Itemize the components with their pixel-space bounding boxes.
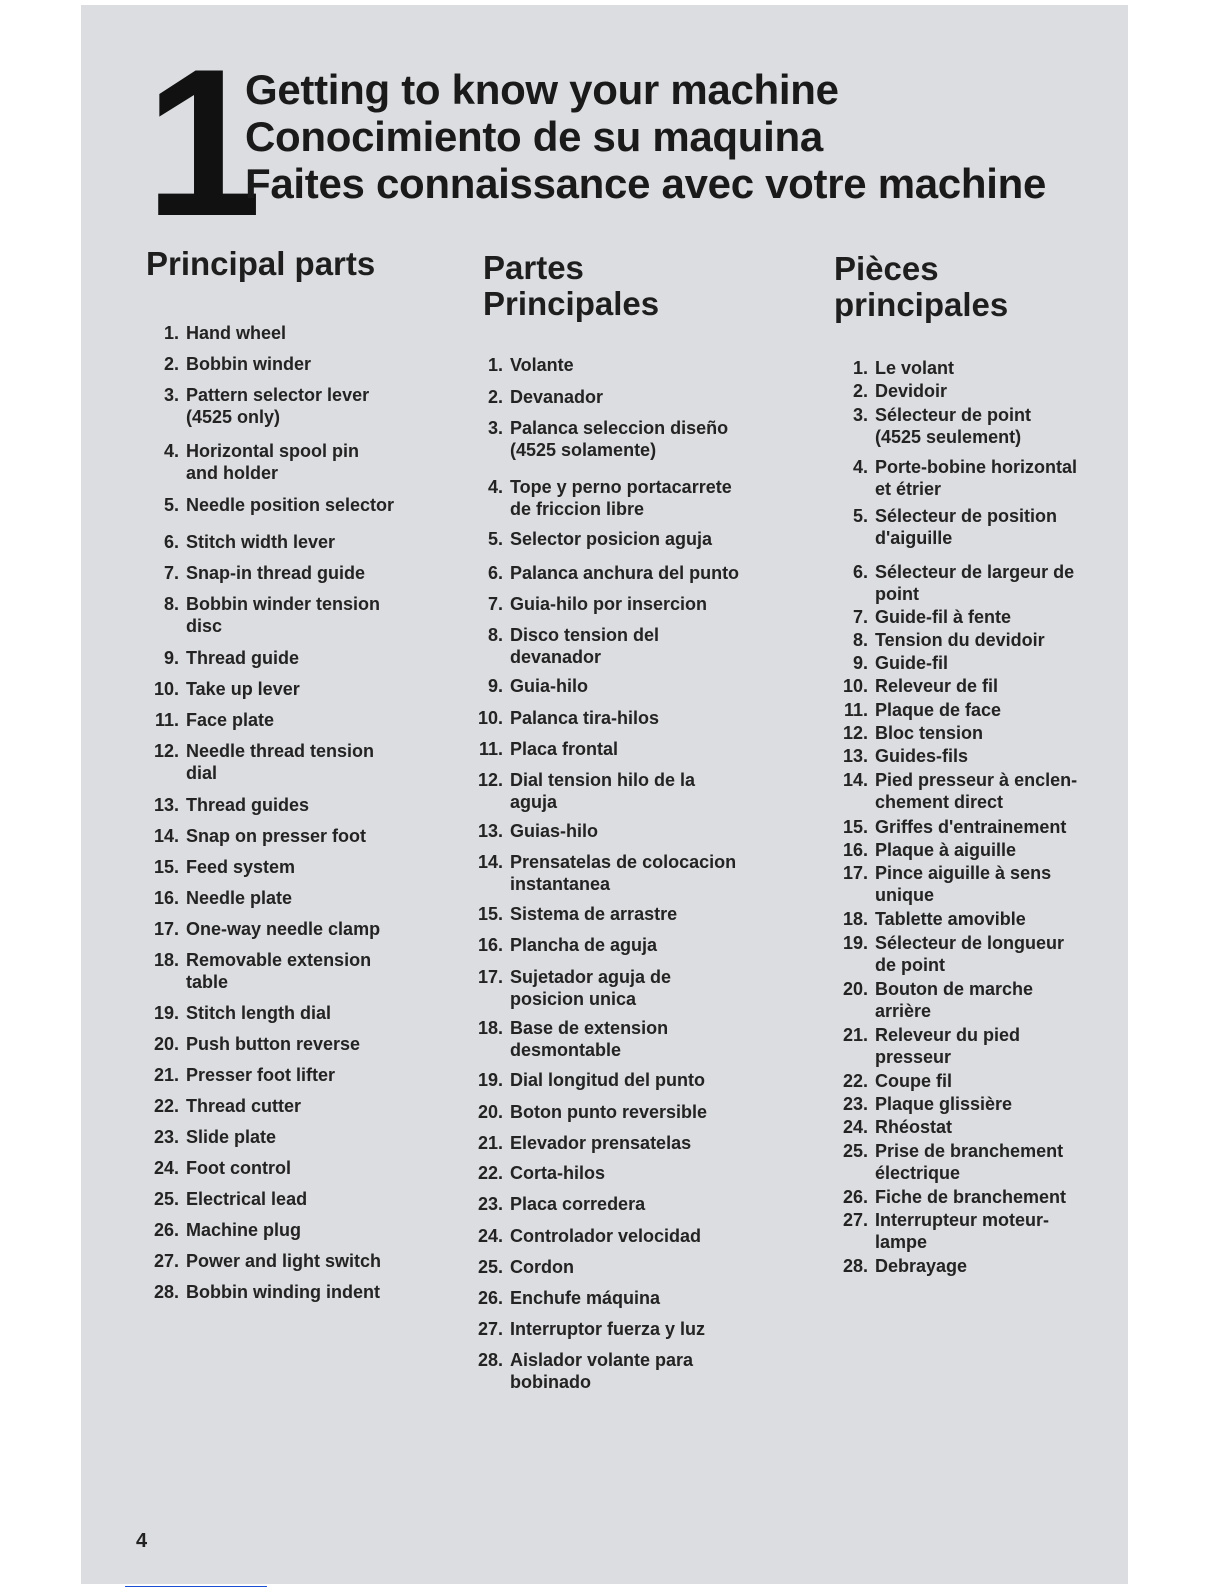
- part-label: Needle thread tension: [186, 741, 375, 761]
- part-item: [487, 624, 660, 668]
- part-label: Disco tension del: [510, 625, 660, 645]
- part-item: [852, 456, 1077, 500]
- part-item: [842, 1024, 1021, 1068]
- part-label: Snap on presser foot: [186, 826, 367, 846]
- part-label: Guias-hilo: [510, 821, 599, 841]
- part-label: Controlador velocidad: [510, 1226, 702, 1246]
- part-label: Foot control: [186, 1158, 291, 1178]
- part-label: Guide-fil: [875, 653, 948, 673]
- part-item: [852, 404, 1032, 448]
- part-label: Dial tension hilo de la: [510, 770, 696, 790]
- part-label: Prensatelas de colocacion: [510, 852, 737, 872]
- part-label: Power and light switch: [186, 1251, 382, 1271]
- part-number: 22.: [842, 1071, 868, 1091]
- part-number: 19.: [477, 1070, 503, 1090]
- part-label: Plaque à aiguille: [875, 840, 1017, 860]
- title-french: Faites connaissance avec votre machine: [245, 160, 1046, 207]
- part-number: 18.: [153, 950, 179, 970]
- part-number: 24.: [842, 1117, 868, 1137]
- part-item: [477, 707, 660, 729]
- part-label: Placa frontal: [510, 739, 619, 759]
- part-number: 14.: [153, 826, 179, 846]
- part-label: Presser foot lifter: [186, 1065, 336, 1085]
- part-label: Guides-fils: [875, 746, 969, 766]
- part-label: Machine plug: [186, 1220, 302, 1240]
- part-item: [852, 505, 1058, 549]
- part-label: Face plate: [186, 710, 275, 730]
- part-item: [153, 1281, 380, 1303]
- part-label: aguja: [510, 792, 558, 812]
- part-item: [477, 1349, 694, 1393]
- part-number: 4.: [163, 441, 179, 461]
- part-number: 5.: [487, 529, 503, 549]
- part-label: Push button reverse: [186, 1034, 361, 1054]
- part-item: [842, 1255, 968, 1277]
- part-number: 11.: [154, 710, 179, 730]
- part-number: 15.: [842, 817, 868, 837]
- part-number: 22.: [477, 1163, 503, 1183]
- part-number: 3.: [163, 385, 179, 405]
- part-label: Stitch width lever: [186, 532, 336, 552]
- heading-line: principales: [834, 286, 1009, 323]
- part-label: Tope y perno portacarrete: [510, 477, 732, 497]
- part-label: de point: [875, 955, 945, 975]
- part-label: Electrical lead: [186, 1189, 308, 1209]
- part-label: Thread guides: [186, 795, 310, 815]
- column-heading-french: [834, 251, 1008, 323]
- part-item: [477, 769, 696, 813]
- part-item: [487, 528, 713, 550]
- part-label: lampe: [875, 1232, 928, 1252]
- part-number: 14.: [477, 852, 503, 872]
- part-item: [154, 709, 275, 731]
- part-number: 5.: [852, 506, 868, 526]
- part-item: [842, 932, 1065, 976]
- part-item: [477, 1193, 646, 1215]
- part-label: Thread cutter: [186, 1096, 302, 1116]
- part-number: 21.: [842, 1025, 868, 1045]
- part-item: [153, 1064, 336, 1086]
- part-label: Tension du devidoir: [875, 630, 1045, 650]
- part-item: [477, 1225, 702, 1247]
- part-item: [477, 1318, 706, 1340]
- part-item: [842, 816, 1067, 838]
- part-number: 21.: [477, 1133, 503, 1153]
- column-heading-english: [146, 246, 375, 282]
- part-item: [487, 417, 729, 461]
- part-number: 22.: [153, 1096, 179, 1116]
- part-number: 9.: [487, 676, 503, 696]
- part-item: [477, 851, 737, 895]
- part-label: Selector posicion aguja: [510, 529, 713, 549]
- part-number: 14.: [842, 770, 868, 790]
- part-item: [153, 887, 293, 909]
- part-label: Sélecteur de point: [875, 405, 1032, 425]
- part-number: 23.: [842, 1094, 868, 1114]
- part-number: 17.: [477, 967, 503, 987]
- part-label: Devidoir: [875, 381, 948, 401]
- part-item: [842, 745, 969, 767]
- part-item: [477, 903, 678, 925]
- part-item: [153, 1002, 332, 1024]
- part-number: 25.: [842, 1141, 868, 1161]
- part-number: 16.: [477, 935, 503, 955]
- part-label: Bouton de marche: [875, 979, 1034, 999]
- part-number: 17.: [842, 863, 868, 883]
- part-number: 21.: [153, 1065, 179, 1085]
- part-number: 2.: [852, 381, 868, 401]
- part-label: dial: [186, 763, 218, 783]
- part-item: [153, 949, 372, 993]
- part-label: Interrupteur moteur-: [875, 1210, 1050, 1230]
- part-item: [478, 738, 619, 760]
- part-label: Corta-hilos: [510, 1163, 606, 1183]
- heading-line: Partes: [483, 249, 584, 286]
- part-item: [842, 978, 1034, 1022]
- part-number: 6.: [852, 562, 868, 582]
- part-number: 17.: [153, 919, 179, 939]
- part-item: [842, 1070, 952, 1092]
- part-number: 2.: [163, 354, 179, 374]
- part-number: 3.: [487, 418, 503, 438]
- part-label: Rhéostat: [875, 1117, 953, 1137]
- part-number: 9.: [852, 653, 868, 673]
- part-item: [153, 918, 381, 940]
- part-item: [852, 606, 1012, 628]
- part-item: [163, 494, 395, 516]
- part-label: desmontable: [510, 1040, 622, 1060]
- part-item: [842, 839, 1017, 861]
- heading-line: Principal parts: [146, 245, 376, 282]
- part-item: [153, 794, 310, 816]
- chapter-titles: [245, 66, 1046, 207]
- part-item: [477, 1069, 705, 1091]
- part-number: 26.: [477, 1288, 503, 1308]
- part-label: presseur: [875, 1047, 952, 1067]
- heading-line: Principales: [483, 285, 660, 322]
- part-number: 4.: [852, 457, 868, 477]
- part-label: bobinado: [510, 1372, 591, 1392]
- part-label: Griffes d'entrainement: [875, 817, 1067, 837]
- part-label: Prise de branchement: [875, 1141, 1064, 1161]
- part-number: 15.: [477, 904, 503, 924]
- part-label: Stitch length dial: [186, 1003, 332, 1023]
- part-number: 13.: [477, 821, 503, 841]
- part-item: [487, 476, 732, 520]
- part-number: 24.: [153, 1158, 179, 1178]
- part-number: 10.: [153, 679, 179, 699]
- part-number: 8.: [163, 594, 179, 614]
- part-number: 7.: [163, 563, 179, 583]
- part-label: Horizontal spool pin: [186, 441, 359, 461]
- part-item: [153, 825, 367, 847]
- part-number: 23.: [477, 1194, 503, 1214]
- part-label: Boton punto reversible: [510, 1102, 708, 1122]
- part-number: 16.: [842, 840, 868, 860]
- part-number: 26.: [153, 1220, 179, 1240]
- part-item: [477, 1017, 669, 1061]
- part-label: Dial longitud del punto: [510, 1070, 705, 1090]
- part-item: [852, 357, 955, 379]
- part-label: Needle position selector: [186, 495, 395, 515]
- part-number: 16.: [153, 888, 179, 908]
- part-number: 13.: [842, 746, 868, 766]
- part-label: Guia-hilo: [510, 676, 588, 696]
- part-number: 28.: [153, 1282, 179, 1302]
- part-label: Cordon: [510, 1257, 574, 1277]
- part-label: (4525 only): [186, 407, 281, 427]
- part-label: chement direct: [875, 792, 1004, 812]
- part-number: 20.: [842, 979, 868, 999]
- title-spanish: Conocimiento de su maquina: [245, 113, 823, 160]
- part-label: Porte-bobine horizontal: [875, 457, 1077, 477]
- part-label: de friccion libre: [510, 499, 645, 519]
- part-label: Palanca seleccion diseño: [510, 418, 729, 438]
- part-number: 10.: [477, 708, 503, 728]
- part-label: Take up lever: [186, 679, 300, 699]
- part-item: [477, 1162, 606, 1184]
- part-item: [163, 562, 366, 584]
- part-item: [843, 699, 1002, 721]
- part-item: [477, 1256, 574, 1278]
- part-number: 10.: [842, 676, 868, 696]
- part-label: Bobbin winding indent: [186, 1282, 380, 1302]
- part-label: disc: [186, 616, 223, 636]
- part-item: [842, 722, 984, 744]
- part-number: 4.: [487, 477, 503, 497]
- part-item: [487, 675, 588, 697]
- part-label: Needle plate: [186, 888, 293, 908]
- part-number: 27.: [153, 1251, 179, 1271]
- part-label: d'aiguille: [875, 528, 953, 548]
- part-label: Guide-fil à fente: [875, 607, 1012, 627]
- part-number: 20.: [153, 1034, 179, 1054]
- part-item: [842, 1209, 1050, 1253]
- part-item: [842, 1140, 1064, 1184]
- part-item: [487, 386, 604, 408]
- part-label: Elevador prensatelas: [510, 1133, 692, 1153]
- heading-line: Pièces: [834, 250, 939, 287]
- part-label: unique: [875, 885, 934, 905]
- part-number: 13.: [153, 795, 179, 815]
- part-number: 11.: [843, 700, 868, 720]
- part-label: Plaque glissière: [875, 1094, 1013, 1114]
- part-item: [842, 862, 1052, 906]
- part-item: [153, 1188, 308, 1210]
- part-label: Pied presseur à enclen-: [875, 770, 1078, 790]
- part-number: 24.: [477, 1226, 503, 1246]
- part-label: Coupe fil: [875, 1071, 952, 1091]
- part-label: Placa corredera: [510, 1194, 646, 1214]
- part-number: 6.: [163, 532, 179, 552]
- part-label: table: [186, 972, 229, 992]
- part-label: Sélecteur de longueur: [875, 933, 1065, 953]
- part-item: [477, 820, 599, 842]
- part-label: Sistema de arrastre: [510, 904, 678, 924]
- part-item: [163, 384, 370, 428]
- part-number: 25.: [153, 1189, 179, 1209]
- part-label: Snap-in thread guide: [186, 563, 366, 583]
- part-number: 25.: [477, 1257, 503, 1277]
- part-item: [477, 934, 658, 956]
- part-label: Bobbin winder: [186, 354, 311, 374]
- part-item: [842, 1093, 1013, 1115]
- part-item: [487, 562, 740, 584]
- part-item: [153, 1157, 291, 1179]
- part-item: [153, 1033, 361, 1055]
- part-number: 8.: [852, 630, 868, 650]
- part-label: Bloc tension: [875, 723, 984, 743]
- part-label: Hand wheel: [186, 323, 287, 343]
- part-number: 1.: [852, 358, 868, 378]
- part-item: [153, 1219, 302, 1241]
- part-number: 7.: [852, 607, 868, 627]
- part-number: 6.: [487, 563, 503, 583]
- part-label: (4525 seulement): [875, 427, 1022, 447]
- part-label: Releveur de fil: [875, 676, 999, 696]
- part-label: point: [875, 584, 919, 604]
- part-number: 28.: [842, 1256, 868, 1276]
- part-item: [163, 440, 359, 484]
- part-item: [153, 678, 300, 700]
- part-label: Sujetador aguja de: [510, 967, 672, 987]
- part-item: [153, 1250, 382, 1272]
- part-label: Thread guide: [186, 648, 300, 668]
- part-label: and holder: [186, 463, 279, 483]
- part-label: Interruptor fuerza y luz: [510, 1319, 706, 1339]
- part-item: [852, 629, 1045, 651]
- part-label: Feed system: [186, 857, 296, 877]
- part-item: [163, 593, 380, 637]
- part-item: [163, 647, 300, 669]
- part-number: 15.: [153, 857, 179, 877]
- part-number: 9.: [163, 648, 179, 668]
- part-item: [163, 353, 311, 375]
- part-label: Pince aiguille à sens: [875, 863, 1052, 883]
- part-number: 18.: [477, 1018, 503, 1038]
- part-item: [153, 1126, 277, 1148]
- part-label: Plaque de face: [875, 700, 1002, 720]
- part-label: Plancha de aguja: [510, 935, 658, 955]
- part-label: Releveur du pied: [875, 1025, 1021, 1045]
- part-label: Aislador volante para: [510, 1350, 694, 1370]
- part-item: [477, 1287, 661, 1309]
- part-label: Tablette amovible: [875, 909, 1026, 929]
- part-item: [852, 380, 948, 402]
- part-label: (4525 solamente): [510, 440, 657, 460]
- part-item: [842, 769, 1078, 813]
- part-label: Pattern selector lever: [186, 385, 370, 405]
- part-item: [842, 675, 999, 697]
- part-label: Slide plate: [186, 1127, 277, 1147]
- part-number: 1.: [163, 323, 179, 343]
- part-label: devanador: [510, 647, 602, 667]
- part-label: Palanca anchura del punto: [510, 563, 740, 583]
- part-number: 27.: [842, 1210, 868, 1230]
- part-number: 8.: [487, 625, 503, 645]
- part-item: [842, 1186, 1067, 1208]
- part-item: [153, 740, 375, 784]
- part-label: Guia-hilo por insercion: [510, 594, 708, 614]
- part-number: 2.: [487, 387, 503, 407]
- part-item: [852, 652, 948, 674]
- part-label: Fiche de branchement: [875, 1187, 1067, 1207]
- part-number: 5.: [163, 495, 179, 515]
- part-label: Enchufe máquina: [510, 1288, 661, 1308]
- part-number: 28.: [477, 1350, 503, 1370]
- part-label: instantanea: [510, 874, 611, 894]
- part-label: Palanca tira-hilos: [510, 708, 660, 728]
- part-item: [842, 908, 1026, 930]
- part-number: 20.: [477, 1102, 503, 1122]
- column-heading-spanish: [483, 250, 659, 322]
- part-number: 19.: [153, 1003, 179, 1023]
- part-number: 12.: [842, 723, 868, 743]
- part-item: [477, 1132, 692, 1154]
- part-label: Base de extension: [510, 1018, 669, 1038]
- chapter-number: 1: [145, 25, 258, 260]
- part-number: 23.: [153, 1127, 179, 1147]
- part-item: [163, 322, 287, 344]
- part-label: et étrier: [875, 479, 942, 499]
- part-number: 11.: [478, 739, 503, 759]
- part-label: Le volant: [875, 358, 955, 378]
- part-item: [163, 531, 336, 553]
- part-label: Devanador: [510, 387, 604, 407]
- part-label: Removable extension: [186, 950, 372, 970]
- part-item: [487, 354, 574, 376]
- part-label: électrique: [875, 1163, 961, 1183]
- part-number: 18.: [842, 909, 868, 929]
- part-label: Volante: [510, 355, 574, 375]
- part-label: Bobbin winder tension: [186, 594, 380, 614]
- part-label: Sélecteur de largeur de: [875, 562, 1075, 582]
- part-item: [153, 856, 296, 878]
- part-item: [153, 1095, 302, 1117]
- part-label: arrière: [875, 1001, 932, 1021]
- part-item: [487, 593, 708, 615]
- part-label: Debrayage: [875, 1256, 968, 1276]
- part-number: 27.: [477, 1319, 503, 1339]
- part-number: 26.: [842, 1187, 868, 1207]
- part-number: 19.: [842, 933, 868, 953]
- part-label: Sélecteur de position: [875, 506, 1058, 526]
- part-number: 1.: [487, 355, 503, 375]
- part-number: 3.: [852, 405, 868, 425]
- part-item: [852, 561, 1075, 605]
- part-item: [477, 1101, 708, 1123]
- part-number: 7.: [487, 594, 503, 614]
- part-item: [842, 1116, 953, 1138]
- part-label: One-way needle clamp: [186, 919, 381, 939]
- title-english: Getting to know your machine: [245, 66, 839, 113]
- part-item: [477, 966, 672, 1010]
- page-number: 4: [136, 1530, 148, 1552]
- part-number: 12.: [153, 741, 179, 761]
- part-label: posicion unica: [510, 989, 637, 1009]
- part-number: 12.: [477, 770, 503, 790]
